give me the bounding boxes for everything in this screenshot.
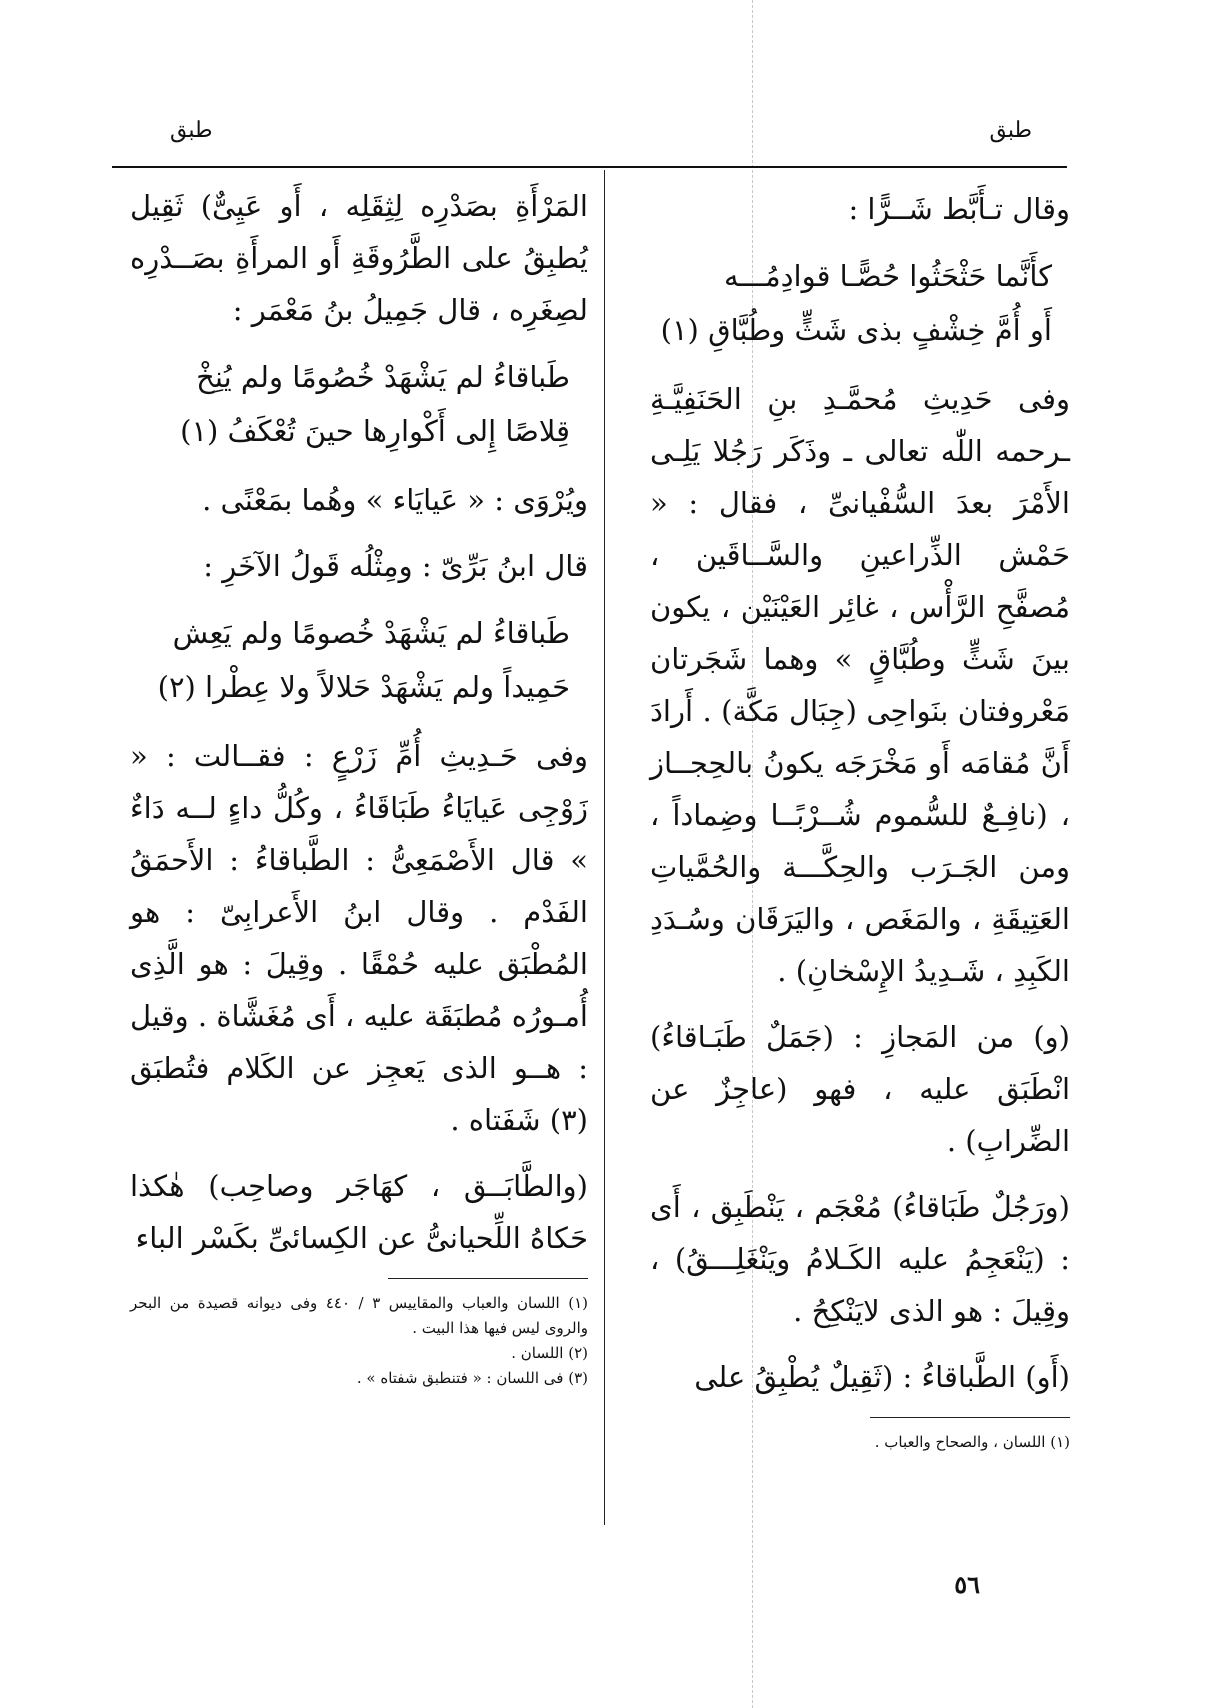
verse-line: قِلاصًا إِلى أَكْوارِها حينَ تُعْكَفُ (١) bbox=[180, 414, 570, 448]
verse-line: حَمِيداً ولم يَشْهَدْ حَلالاً ولا عِطْرا (٢) bbox=[157, 670, 570, 704]
running-head-right: طبق bbox=[989, 118, 1032, 143]
footnote: (١) اللسان والعباب والمقاييس ٣ / ٤٤٠ وفى ديوانه قصيدة من البحر والروى ليس فيها هذا البيت . bbox=[130, 1294, 589, 1337]
page-number: ٥٦ bbox=[954, 1570, 980, 1599]
header-rule bbox=[112, 166, 1067, 168]
intro-line: وقال تـأَبَّط شَــرًّا : bbox=[848, 192, 1070, 226]
footnotes bbox=[650, 1430, 1070, 1455]
verse-block bbox=[650, 249, 1070, 357]
paragraph: قال ابنُ بَرِّىّ : ومِثْلُه قَولُ الآخَرِ : bbox=[203, 549, 588, 583]
paragraph: المَرْأَةِ بصَدْرِه لِثِقَلِه ، أَو عَيِىٌّ) ثَقِيل يُطبِقُ على الطَّرُوقَةِ أَو المرأَةِ بصَــدْرِه لصِغَرِه ، قال جَمِيلُ بنُ مَعْمَر : bbox=[130, 189, 588, 327]
verse-block bbox=[130, 606, 588, 714]
paragraph: (أَو) الطَّباقاءُ : (ثَقِيلٌ يُطْبِقُ على bbox=[694, 1360, 1070, 1394]
right-column bbox=[650, 183, 1070, 1455]
footnote-rule bbox=[870, 1417, 1070, 1418]
paragraph: ويُرْوَى : « عَيايَاء » وهُما بمَعْنًى . bbox=[202, 483, 588, 517]
column-divider bbox=[604, 170, 605, 1525]
verse-line: طَباقاءُ لم يَشْهَدْ خُصومًا ولم يَعِش bbox=[172, 616, 570, 650]
verse-line: طَباقاءُ لم يَشْهَدْ خُصُومًا ولم يُنِخْ bbox=[196, 360, 570, 394]
paragraph: (ورَجُلٌ طَبَاقاءُ) مُعْجَم ، يَنْطَبِق ، أَى : (يَنْعَجِمُ عليه الكَـلامُ ويَنْغَلِـــقُ) ، وقِيلَ : هو الذى لايَنْكِحُ . bbox=[650, 1190, 1070, 1328]
footnote: (٣) فى اللسان : « فتنطبق شفتاه » . bbox=[356, 1369, 588, 1387]
paragraph: (والطَّابَــق ، كهَاجَر وصاحِب) هٰكذا حَكاهُ اللِّحيانىُّ عن الكِسائىِّ بكَسْر الباء bbox=[130, 1169, 588, 1255]
footnote-rule bbox=[388, 1278, 588, 1279]
verse-line: كأَنَّما حَثْحَثُوا حُصًّـا قوادِمُـــه bbox=[724, 259, 1052, 293]
footnote: (١) اللسان ، والصحاح والعباب . bbox=[874, 1433, 1070, 1451]
paragraph: وفى حَـدِيثِ أُمِّ زَرْعٍ : فقــالت : « زَوْجِى عَيايَاءُ طَبَاقَاءُ ، وكُلُّ داءٍ لــه دَاءٌ » قال الأَصْمَعِىُّ : الطَّباقاءُ : الأَحمَقُ الفَدْم . وقال ابنُ الأَعرابِىّ : هو المُطْبَق عليه حُمْقًا . وقِيلَ : هو الَّذِى أُمـورُه مُطبَقَة عليه ، أَى مُغَشَّاة . وقيل : هــو الذى يَعجِز عن الكَلام فتُطبَق (٣) شَفَتاه . bbox=[130, 739, 588, 1137]
paragraph: وفى حَدِيثِ مُحمَّـدِ بنِ الحَنَفِيَّـةِ ـرحمه اللّٰه تعالى ـ وذَكَر رَجُلا يَلِـى الأَمْرَ بعدَ السُّفْيانىِّ ، فقال : « حَمْش الذِّراعينِ والسَّــاقَين ، مُصفَّحِ الرَّأْس ، غائِر العَيْنَيْن ، يكون بينَ شَثٍّ وطُبَّاقٍ » وهما شَجَرتان مَعْروفتان بنَواحِى (جِبَال مَكَّة) . أَرادَ أَنَّ مُقامَه أَو مَخْرَجَه يكونُ بالحِجــاز ، (نافِـعٌ للسُّموم شُــرْبًــا وضِماداً ، ومن الجَـرَب والحِكَّـــة والحُمَّياتِ العَتِيقَةِ ، والمَغَص ، واليَرَقَان وسُـدَدِ الكَبِدِ ، شَـدِيدُ الإِسْخانِ) . bbox=[650, 382, 1070, 988]
footnote: (٢) اللسان . bbox=[511, 1344, 588, 1362]
footnotes bbox=[130, 1291, 588, 1391]
paragraph: (و) من المَجازِ : (جَمَلٌ طَبَـاقاءُ) انْطَبَق عليه ، فهو (عاجِزٌ عن الضِّرابِ) . bbox=[650, 1020, 1070, 1158]
running-head-left: طبق bbox=[170, 118, 213, 143]
verse-line: أَو أُمَّ خِشْفٍ بذى شَثٍّ وطُبَّاقِ (١) bbox=[660, 313, 1052, 347]
verse-block bbox=[130, 350, 588, 458]
left-column bbox=[130, 180, 588, 1391]
